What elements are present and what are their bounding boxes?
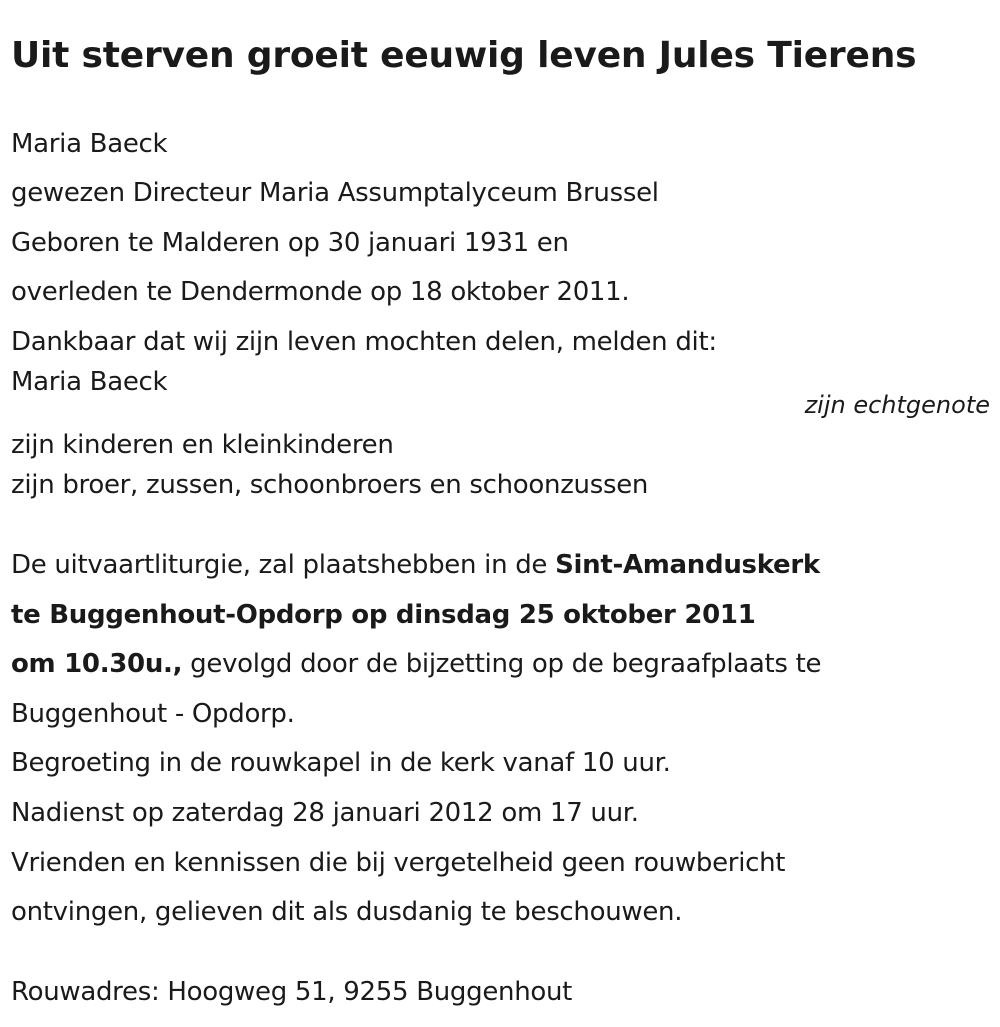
deceased-name: Maria Baeck (11, 129, 168, 159)
greeting-line: Begroeting in de rouwkapel in de kerk vanaf 10 uur. (11, 748, 671, 778)
birth-line: Geboren te Malderen op 30 januari 1931 en (11, 228, 569, 258)
notice-line-1: Vrienden en kennissen die bij vergetelheid geen rouwbericht (11, 848, 786, 878)
deceased-function: gewezen Directeur Maria Assumptalyceum Brussel (11, 178, 659, 208)
funeral-line-3 (11, 647, 821, 681)
funeral-line-2 (11, 598, 756, 632)
spouse-name: Maria Baeck (11, 367, 168, 397)
notice-line-2: ontvingen, gelieven dit als dusdanig te beschouwen. (11, 897, 683, 927)
spouse-role: zijn echtgenote (804, 391, 990, 419)
funeral-time: om 10.30u., (11, 649, 183, 679)
funeral-place-date: te Buggenhout-Opdorp op dinsdag 25 oktober 2011 (11, 600, 756, 630)
burial-text: gevolgd door de bijzetting op de begraafplaats te (182, 649, 822, 679)
funeral-line-1 (11, 548, 820, 582)
page-title: Uit sterven groeit eeuwig leven Jules Tierens (11, 35, 917, 76)
funeral-intro-text: De uitvaartliturgie, zal plaatshebben in de (11, 550, 556, 580)
mourning-address: Rouwadres: Hoogweg 51, 9255 Buggenhout (11, 977, 573, 1007)
after-service-line: Nadienst op zaterdag 28 januari 2012 om 17 uur. (11, 798, 639, 828)
church-name: Sint-Amanduskerk (555, 550, 820, 580)
siblings-line: zijn broer, zussen, schoonbroers en schoonzussen (11, 470, 649, 500)
death-line: overleden te Dendermonde op 18 oktober 2011. (11, 277, 630, 307)
children-line: zijn kinderen en kleinkinderen (11, 430, 394, 460)
funeral-line-4: Buggenhout - Opdorp. (11, 699, 295, 729)
announcement-intro: Dankbaar dat wij zijn leven mochten delen, melden dit: (11, 327, 717, 357)
